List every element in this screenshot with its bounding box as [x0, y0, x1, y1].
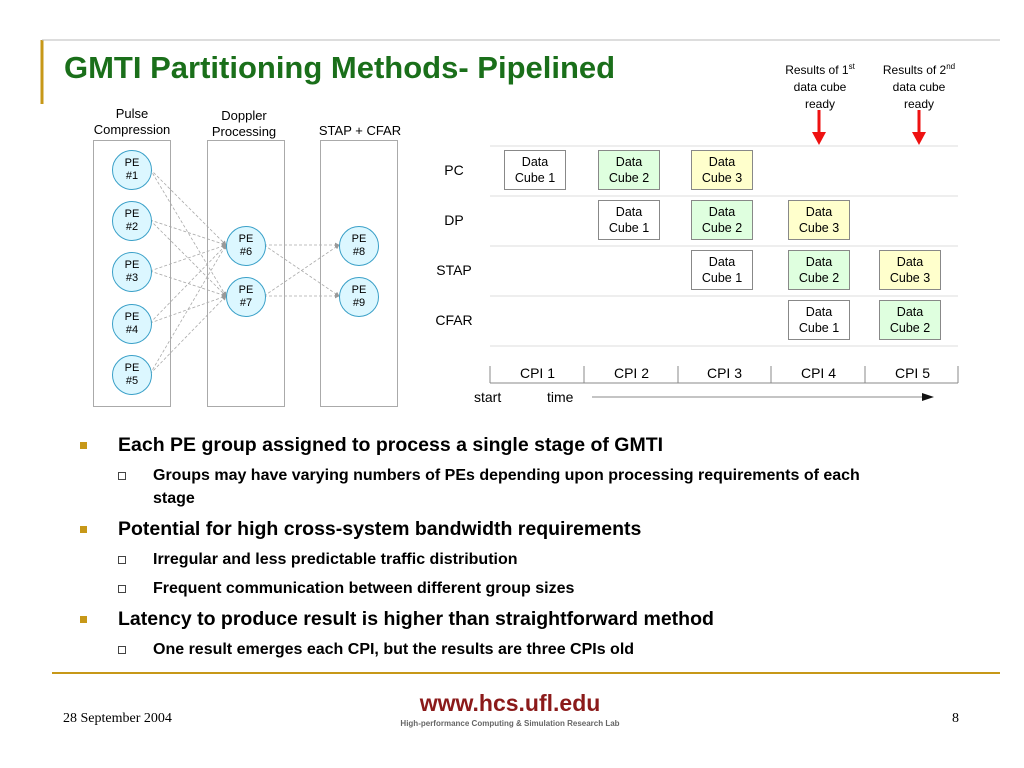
result2-text: Results of 2: [882, 63, 947, 77]
cube-line1: Data: [805, 305, 833, 319]
data-cube-cell: [788, 250, 850, 290]
result2-line2: data cube: [892, 80, 946, 94]
pe-number: #7: [239, 297, 253, 309]
pe-number: #5: [125, 375, 139, 387]
data-cube-cell: [691, 250, 753, 290]
column-header-line: Pulse: [115, 106, 149, 121]
cube-line2: Cube 1: [798, 321, 840, 335]
cube-line2: Cube 1: [701, 271, 743, 285]
cube-line2: Cube 2: [889, 321, 931, 335]
column-header-line: Processing: [211, 124, 277, 139]
cpi-label: CPI 2: [613, 365, 649, 381]
data-cube-cell: [788, 200, 850, 240]
pe-number: #8: [352, 246, 366, 258]
cube-line1: Data: [615, 205, 643, 219]
sub-bullet-item: Frequent communication between different group sizes: [80, 577, 980, 600]
pe-label: PE: [238, 233, 254, 245]
data-cube-cell: [691, 150, 753, 190]
pe-label: PE: [351, 284, 367, 296]
data-cube-cell: [691, 200, 753, 240]
data-cube-cell: [598, 200, 660, 240]
bullet-item: Potential for high cross-system bandwidth requirements: [80, 516, 980, 542]
cube-line1: Data: [615, 155, 643, 169]
cpi-label: CPI 1: [519, 365, 555, 381]
result1-arrow-head: [812, 132, 826, 145]
result2-label: [871, 58, 967, 113]
result1-line2: data cube: [793, 80, 847, 94]
footer-date: 28 September 2004: [63, 711, 172, 726]
pe-label: PE: [351, 233, 367, 245]
footer-logo-url[interactable]: www.hcs.ufl.edu: [419, 690, 601, 716]
start-label: start: [474, 389, 502, 405]
cube-line1: Data: [896, 305, 924, 319]
cube-line1: Data: [708, 155, 736, 169]
bullet-list: [80, 432, 980, 667]
pe-label: PE: [124, 311, 140, 323]
pe-label: PE: [124, 259, 140, 271]
cube-line2: Cube 1: [514, 171, 556, 185]
result1-line3: ready: [804, 97, 836, 111]
cube-line1: Data: [708, 205, 736, 219]
data-cube-cell: [788, 300, 850, 340]
cpi-label: CPI 4: [800, 365, 836, 381]
result1-superscript: st: [848, 62, 855, 71]
row-label-cfar: CFAR: [435, 312, 473, 328]
time-arrow-head: [922, 393, 934, 401]
slide-title: GMTI Partitioning Methods- Pipelined: [64, 50, 616, 85]
cube-line1: Data: [805, 255, 833, 269]
cube-line1: Data: [805, 205, 833, 219]
pe-label: PE: [238, 284, 254, 296]
data-cube-cell: [598, 150, 660, 190]
cube-line2: Cube 1: [608, 221, 650, 235]
result2-superscript: nd: [946, 62, 956, 71]
cube-line1: Data: [521, 155, 549, 169]
row-label-dp: DP: [444, 212, 464, 228]
bullet-item: Each PE group assigned to process a single stage of GMTI: [80, 432, 980, 458]
bullet-item: Latency to produce result is higher than straightforward method: [80, 606, 980, 632]
result1-label: [772, 58, 868, 113]
result2-arrow-head: [912, 132, 926, 145]
cube-line2: Cube 3: [798, 221, 840, 235]
pe-number: #9: [352, 297, 366, 309]
column-header-line: STAP + CFAR: [318, 123, 402, 138]
pe-label: PE: [124, 208, 140, 220]
pe-number: #2: [125, 221, 139, 233]
column-header-line: Compression: [93, 122, 171, 137]
cpi-label: CPI 3: [706, 365, 742, 381]
page-number: 8: [952, 711, 959, 726]
cube-line1: Data: [896, 255, 924, 269]
column-header-line: Doppler: [221, 108, 267, 123]
row-label-stap: STAP: [436, 262, 472, 278]
pe-number: #3: [125, 272, 139, 284]
data-cube-cell: [879, 250, 941, 290]
cube-line2: Cube 2: [608, 171, 650, 185]
cube-line1: Data: [708, 255, 736, 269]
result2-line1: [871, 58, 967, 79]
cube-line2: Cube 3: [701, 171, 743, 185]
cube-line2: Cube 3: [889, 271, 931, 285]
cube-line2: Cube 2: [701, 221, 743, 235]
pe-number: #6: [239, 246, 253, 258]
footer-logo-subtitle: High-performance Computing & Simulation Research Lab: [400, 719, 620, 728]
pe-label: PE: [124, 362, 140, 374]
sub-bullet-item: Irregular and less predictable traffic distribution: [80, 548, 980, 571]
pe-label: PE: [124, 157, 140, 169]
data-cube-cell: [504, 150, 566, 190]
pe-number: #4: [125, 324, 139, 336]
result2-line3: ready: [903, 97, 935, 111]
result1-line1: [772, 58, 868, 79]
cpi-label: CPI 5: [894, 365, 930, 381]
sub-bullet-item: Groups may have varying numbers of PEs depending upon processing requirements of each stage: [80, 464, 873, 510]
time-label: time: [547, 389, 574, 405]
pe-number: #1: [125, 170, 139, 182]
data-cube-cell: [879, 300, 941, 340]
sub-bullet-item: One result emerges each CPI, but the results are three CPIs old: [80, 638, 980, 661]
row-label-pc: PC: [444, 162, 464, 178]
result1-text: Results of 1: [785, 63, 849, 77]
cube-line2: Cube 2: [798, 271, 840, 285]
